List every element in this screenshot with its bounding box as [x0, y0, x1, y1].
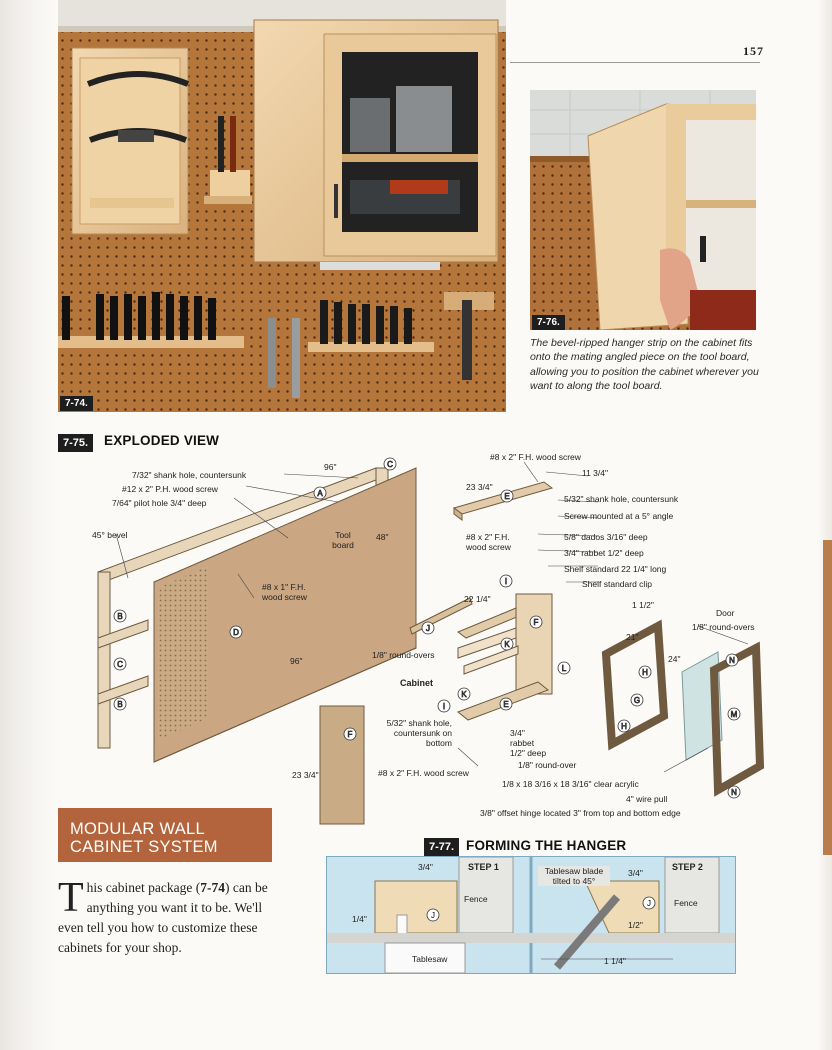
figure-caption-7-76: The bevel-ripped hanger strip on the cabinet fits onto the mating angled piece on the tool board, allowing you to position the cabinet wherever you want to along the tool board.	[530, 337, 759, 393]
label-22-14: 22 1/4"	[464, 594, 491, 604]
label-rabbet-2: 3/4" rabbet 1/2" deep	[510, 728, 547, 758]
part-j-label: J	[426, 624, 430, 633]
part-h-label-top: H	[642, 668, 648, 677]
part-n-label-top: N	[729, 656, 735, 665]
label-shelf-clip: Shelf standard clip	[582, 579, 652, 589]
exploded-view-title: EXPLODED VIEW	[104, 433, 220, 448]
label-bevel: 45° bevel	[92, 530, 128, 540]
header-rule	[510, 62, 760, 63]
label-roundovers-door: 1/8" round-overs	[692, 622, 755, 632]
intro-figure-ref: 7-74	[200, 880, 225, 895]
step1-part-label: J	[431, 911, 435, 920]
photo-7-76-hanging-cabinet	[530, 90, 756, 330]
forming-hanger-svg	[327, 857, 735, 973]
label-roundover-single: 1/8" round-over	[518, 760, 577, 770]
part-i-label-top: I	[504, 577, 508, 586]
step2-dim-34: 3/4"	[628, 868, 643, 878]
label-dados: 5/8" dados 3/16" deep	[564, 532, 648, 542]
part-d-label: D	[233, 628, 239, 637]
label-fh-1: #8 x 1" F.H. wood screw	[262, 582, 307, 602]
step2-blade-label: Tablesaw blade tilted to 45°	[538, 866, 610, 886]
figure-tag-7-76: 7-76.	[532, 315, 565, 330]
label-hinge: 3/8" offset hinge located 3" from top and bottom edge	[480, 808, 681, 818]
label-48: 48"	[376, 532, 389, 542]
label-96-bottom: 96"	[290, 656, 303, 666]
label-shank-bottom: 5/32" shank hole, countersunk on bottom	[386, 718, 452, 748]
forming-hanger-title: FORMING THE HANGER	[466, 838, 627, 853]
sidebar-intro	[58, 875, 272, 958]
part-c-label-top: C	[387, 460, 393, 469]
label-shank-hole-2: 5/32" shank hole, countersunk	[564, 494, 679, 504]
label-pilot-hole: 7/64" pilot hole 3/4" deep	[112, 498, 207, 508]
step2-fence-label: Fence	[674, 898, 698, 908]
hanger-strip-j	[410, 598, 472, 634]
step2-part-label: J	[647, 899, 651, 908]
figure-tag-7-75: 7-75.	[58, 434, 93, 452]
part-e-label-top: E	[504, 492, 510, 501]
part-a-label: A	[317, 489, 323, 498]
step1-fence-label: Fence	[464, 894, 488, 904]
label-24: 24"	[668, 654, 681, 664]
label-ph-screw: #12 x 2" P.H. wood screw	[122, 484, 218, 494]
label-11-34: 11 3/4"	[582, 468, 609, 478]
step2-label: STEP 2	[672, 862, 703, 872]
part-b-label-bottom: B	[117, 700, 123, 709]
part-g-label: G	[633, 696, 641, 705]
door-frame-left	[606, 626, 664, 744]
label-23-34-top: 23 3/4"	[466, 482, 493, 492]
part-l-label: L	[561, 664, 567, 673]
label-shank-hole: 7/32" shank hole, countersunk	[132, 470, 247, 480]
part-i-label-bottom: I	[442, 702, 446, 711]
part-k-label-top: K	[504, 640, 510, 649]
label-wire-pull: 4" wire pull	[626, 794, 668, 804]
forming-hanger-diagram	[326, 856, 736, 974]
page-edge-shadow	[818, 0, 832, 1050]
step2-dim-12: 1/2"	[628, 920, 643, 930]
label-23-34-bottom: 23 3/4"	[292, 770, 319, 780]
label-door: Door	[716, 608, 735, 618]
pegboard-photo-illustration	[58, 0, 506, 412]
figure-tag-7-77: 7-77.	[424, 838, 459, 856]
page-gutter-shadow	[0, 0, 58, 1050]
figure-tag-7-74: 7-74.	[60, 396, 93, 411]
intro-text-2: ) can be anything you want it to be. We'll even tell you how to customize these cabinets for your shop.	[58, 880, 268, 955]
label-shelf-standard: Shelf standard 22 1/4" long	[564, 564, 667, 574]
step1-label: STEP 1	[468, 862, 499, 872]
label-fh-2-bottom: #8 x 2" F.H. wood screw	[378, 768, 469, 778]
sidebar-title-box	[58, 808, 272, 862]
step1-dim-14: 1/4"	[352, 914, 367, 924]
label-acrylic: 1/8 x 18 3/16 x 18 3/16" clear acrylic	[502, 779, 639, 789]
photo-7-74-pegboard-cabinet	[58, 0, 506, 412]
part-h-label-bottom: H	[621, 722, 627, 731]
part-c-label-left: C	[117, 660, 123, 669]
label-rabbet-1: 3/4" rabbet 1/2" deep	[564, 548, 644, 558]
label-tool-board: Tool board	[332, 530, 354, 550]
part-n-label-bottom: N	[731, 788, 737, 797]
label-fh-2-top: #8 x 2" F.H. wood screw	[490, 452, 581, 462]
label-screw-angle: Screw mounted at a 5° angle	[564, 511, 674, 521]
part-f-label-bottom: F	[347, 730, 353, 739]
label-96-top: 96"	[324, 462, 337, 472]
step2-dim-1-14: 1 1/4"	[604, 956, 626, 966]
sidebar-title-line2: CABINET SYSTEM	[70, 838, 218, 856]
step1-dim-34: 3/4"	[418, 862, 433, 872]
intro-dropcap: T	[58, 875, 84, 921]
part-e-label-bottom: E	[503, 700, 509, 709]
label-1-12: 1 1/2"	[632, 600, 654, 610]
label-fh-2-mid: #8 x 2" F.H. wood screw	[466, 532, 511, 552]
label-21: 21"	[626, 632, 639, 642]
chapter-edge-tab	[823, 540, 832, 855]
part-k-label-bottom: K	[461, 690, 467, 699]
step1-tablesaw-label: Tablesaw	[412, 954, 448, 964]
part-b-label-top: B	[117, 612, 123, 621]
page-number: 157	[743, 44, 764, 58]
hanging-cabinet-photo-illustration	[530, 90, 756, 330]
part-f-label-right: F	[533, 618, 539, 627]
part-m-label: M	[730, 710, 738, 719]
intro-text-1: his cabinet package (	[86, 880, 201, 895]
sidebar-title-line1: MODULAR WALL	[70, 820, 206, 838]
label-cabinet: Cabinet	[400, 678, 434, 688]
label-roundovers-cab: 1/8" round-overs	[372, 650, 435, 660]
